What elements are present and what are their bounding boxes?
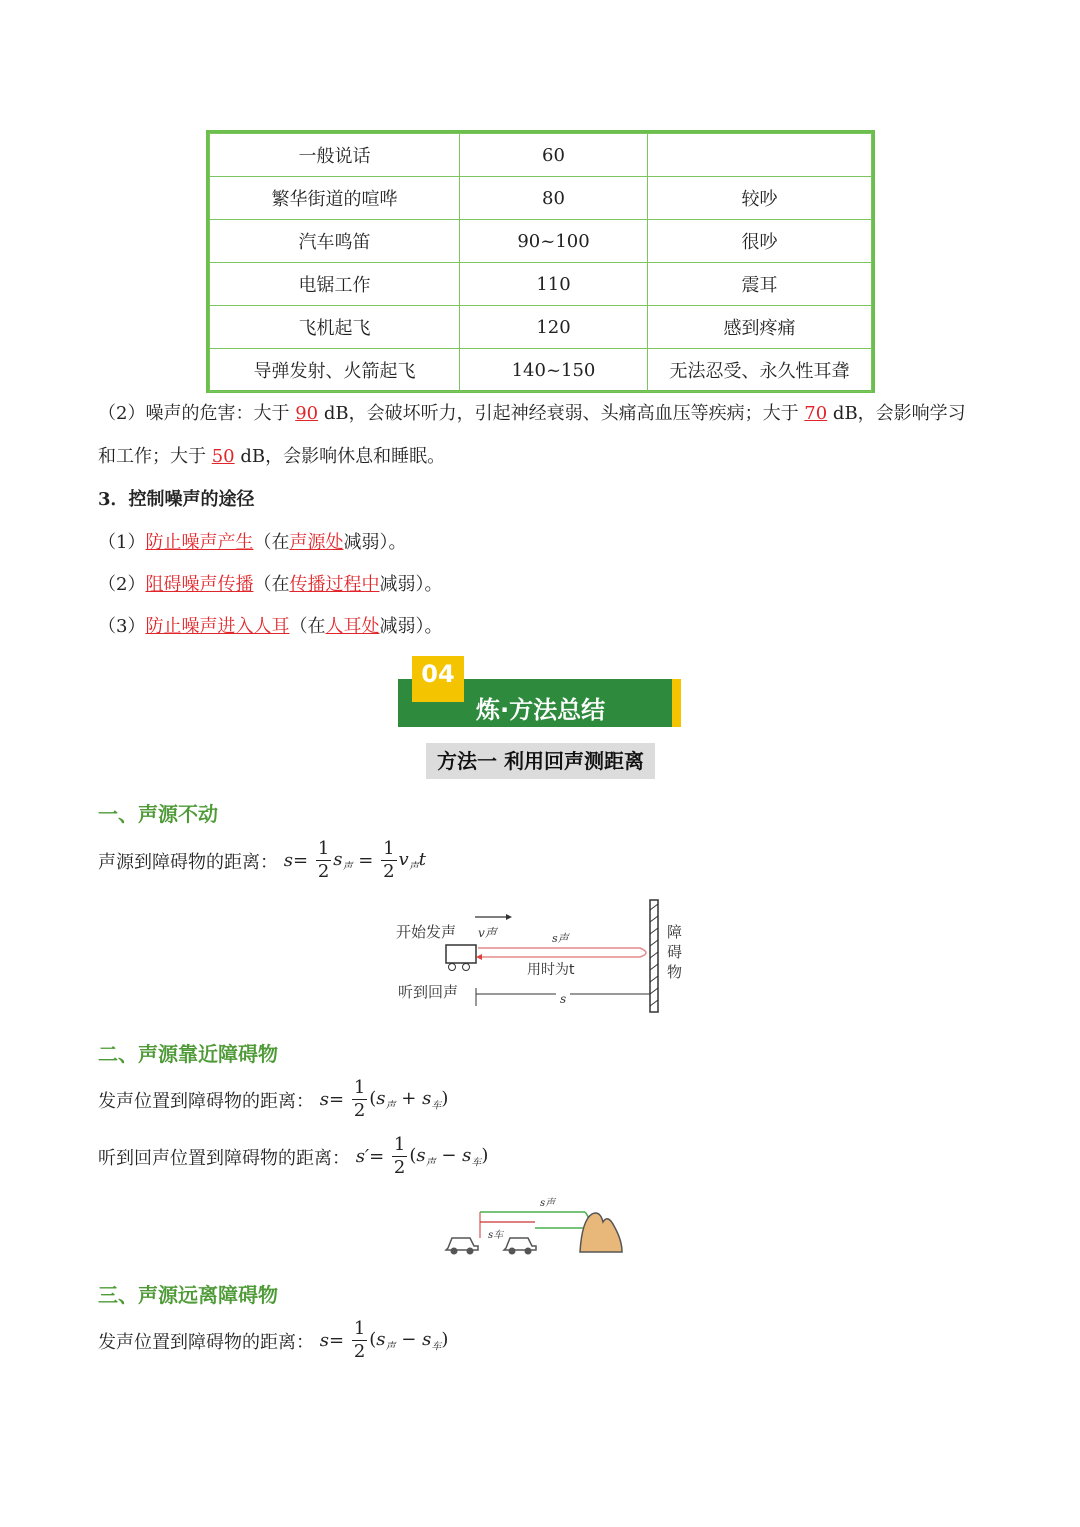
hazard-value-70: 70 [804, 403, 828, 424]
table-cell: 140~150 [460, 349, 648, 392]
banner-number: 04 [421, 660, 455, 688]
hazard-value-50: 50 [211, 446, 235, 467]
label-start: 开始发声 [396, 923, 457, 941]
label-s-sound: s声 [540, 1198, 556, 1209]
formula-1: 声源到障碍物的距离： s= $\frac{1}{2}$ $s_声$ = $\frac{1}{2}$ $v_声t$ [98, 838, 426, 882]
label-s-car: s车 [488, 1230, 504, 1241]
table-cell: 很吵 [648, 220, 872, 263]
table-cell: 较吵 [648, 177, 872, 220]
hazard-text: dB，会影响休息和睡眠。 [234, 446, 446, 467]
table-cell: 120 [460, 306, 648, 349]
label-s-sound: s声 [552, 932, 569, 945]
item-answer: 阻碍噪声传播 [145, 574, 254, 595]
sound-path [478, 948, 646, 957]
wall-label: 物 [667, 963, 683, 981]
section3-heading: 三、声源远离障碍物 [98, 1283, 278, 1307]
hazard-value-90: 90 [295, 403, 319, 424]
item-text: 减弱）。 [343, 532, 407, 553]
formula-3: 听到回声位置到障碍物的距离： s′= $\frac{1}{2}$ $(s_声 - s_车)$ [98, 1134, 489, 1178]
item-prefix: （1） [98, 532, 146, 553]
method-title: 方法一 利用回声测距离 [426, 743, 655, 779]
item-prefix: （3） [98, 616, 146, 637]
section2-heading: 二、声源靠近障碍物 [98, 1042, 278, 1066]
table-cell: 感到疼痛 [648, 306, 872, 349]
table-cell: 飞机起飞 [210, 306, 460, 349]
label-hear: 听到回声 [398, 983, 459, 1001]
formula-label: 发声位置到障碍物的距离： [98, 1090, 314, 1112]
banner-yellow-edge [672, 679, 681, 727]
hazard-text: dB，会影响学习 [827, 403, 966, 424]
car-icon [446, 1238, 478, 1255]
hazard-line-2 [98, 445, 445, 469]
banner-title: 炼·方法总结 [476, 696, 606, 724]
wall-label: 碍 [667, 943, 683, 961]
label-v: v声 [478, 926, 497, 940]
item-answer: 传播过程中 [289, 574, 380, 595]
echo-diagram-approach [440, 1190, 640, 1260]
table-row [210, 134, 872, 177]
item-answer: 人耳处 [325, 616, 380, 637]
car-body-icon [446, 945, 476, 963]
item-answer: 防止噪声进入人耳 [145, 616, 290, 637]
formula-label: 发声位置到障碍物的距离： [98, 1331, 314, 1353]
table-cell: 80 [460, 177, 648, 220]
item-text: （在 [253, 532, 290, 553]
control-heading: 3．控制噪声的途径 [98, 489, 255, 510]
section-banner [398, 652, 683, 730]
item-answer: 防止噪声产生 [145, 532, 254, 553]
table-cell: 90~100 [460, 220, 648, 263]
table-row [210, 349, 872, 392]
mountain-icon [580, 1213, 622, 1252]
item-answer: 声源处 [289, 532, 344, 553]
noise-table [206, 130, 875, 393]
control-item-1 [98, 531, 406, 555]
label-time: 用时为t [527, 962, 575, 978]
hazard-line-1 [98, 402, 966, 426]
control-item-3 [98, 615, 442, 639]
echo-diagram-static [390, 895, 700, 1020]
table-cell: 震耳 [648, 263, 872, 306]
table-row [210, 306, 872, 349]
table-cell: 电锯工作 [210, 263, 460, 306]
table-cell: 60 [460, 134, 648, 177]
item-prefix: （2） [98, 574, 146, 595]
formula-label: 声源到障碍物的距离： [98, 851, 278, 873]
formula-label: 听到回声位置到障碍物的距离： [98, 1147, 350, 1169]
item-text: 减弱）。 [379, 616, 443, 637]
table-cell: 繁华街道的喧哗 [210, 177, 460, 220]
wall-label: 障 [667, 923, 683, 941]
item-text: （在 [253, 574, 290, 595]
hazard-text: 和工作；大于 [98, 446, 212, 467]
table-row [210, 263, 872, 306]
car-icon [504, 1238, 536, 1255]
table-cell: 一般说话 [210, 134, 460, 177]
formula-2: 发声位置到障碍物的距离： s= $\frac{1}{2}$ $(s_声 + s_车)$ [98, 1077, 449, 1121]
control-item-2 [98, 573, 442, 597]
table-cell: 汽车鸣笛 [210, 220, 460, 263]
item-text: 减弱）。 [379, 574, 443, 595]
hazard-text: （2）噪声的危害：大于 [98, 403, 296, 424]
table-cell: 导弹发射、火箭起飞 [210, 349, 460, 392]
table-row [210, 177, 872, 220]
table-row [210, 220, 872, 263]
table-cell [648, 134, 872, 177]
table-cell: 110 [460, 263, 648, 306]
hazard-text: dB，会破坏听力，引起神经衰弱、头痛高血压等疾病；大于 [318, 403, 805, 424]
item-text: （在 [289, 616, 326, 637]
label-s: s [560, 992, 567, 1006]
formula-4: 发声位置到障碍物的距离： s= $\frac{1}{2}$ $(s_声 - s_车)$ [98, 1318, 449, 1362]
section1-heading: 一、声源不动 [98, 802, 218, 826]
table-cell: 无法忍受、永久性耳聋 [648, 349, 872, 392]
